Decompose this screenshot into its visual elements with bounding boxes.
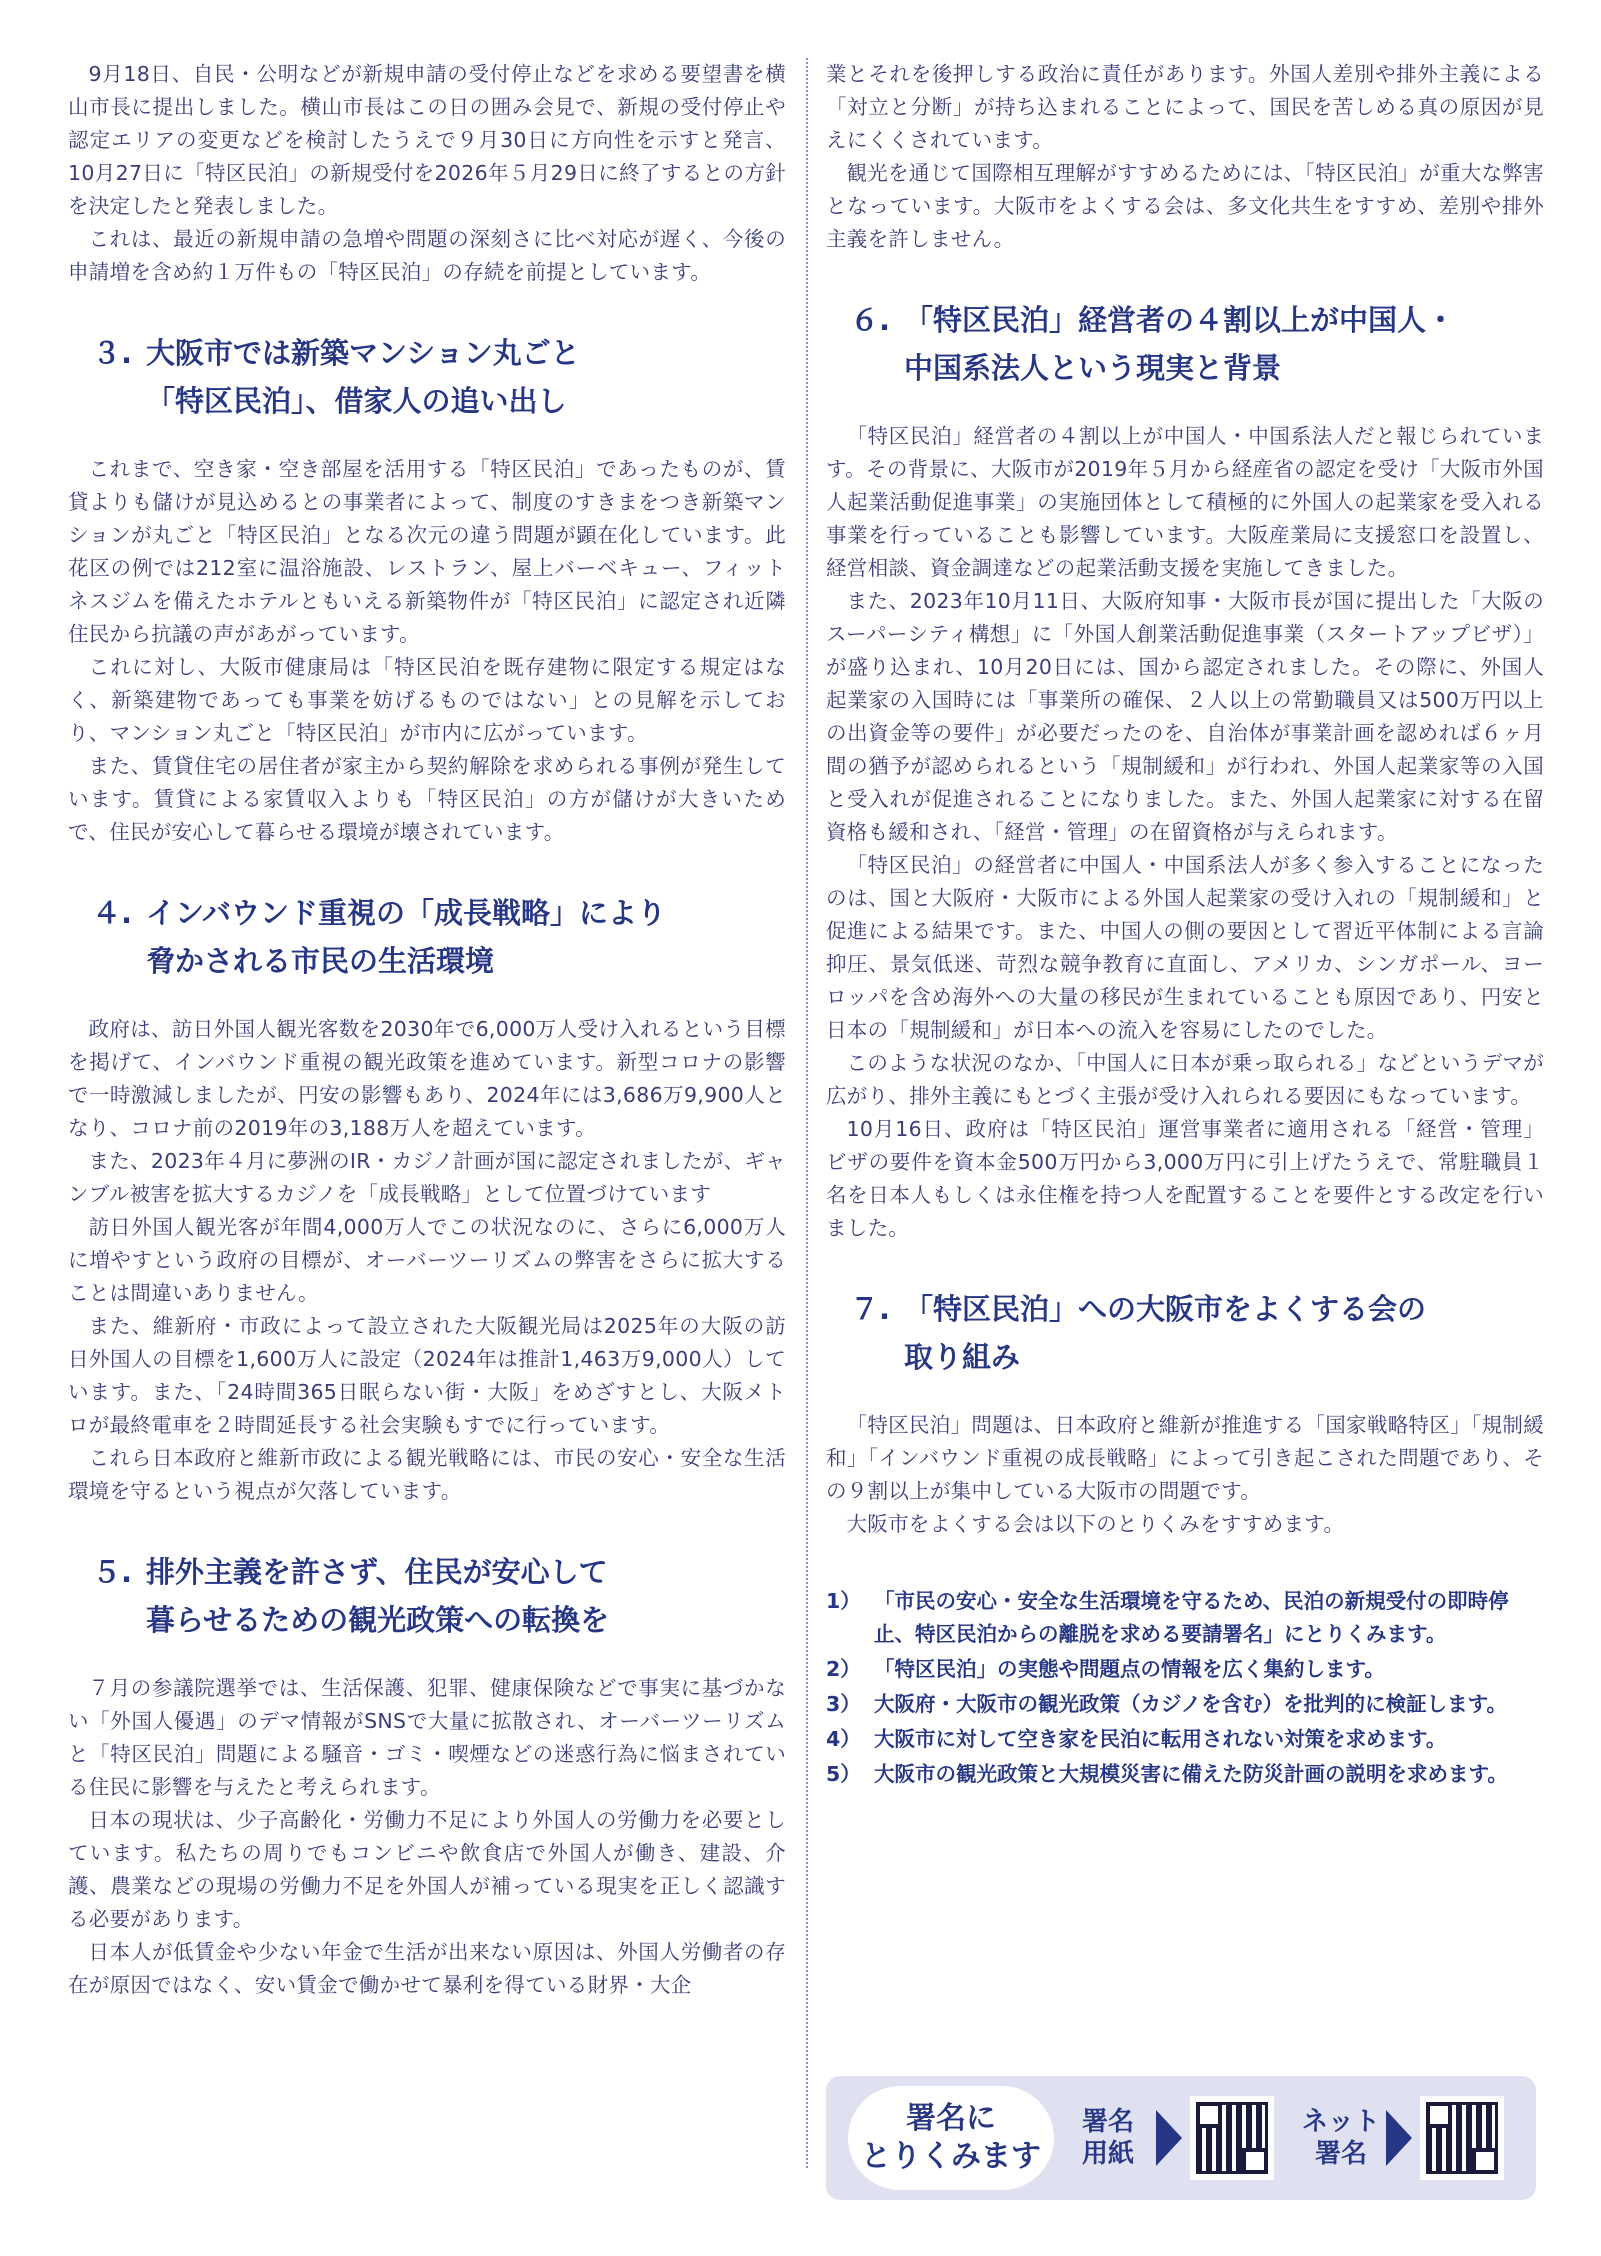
right-intro-p2: 観光を通じて国際相互理解がすすめるためには、「特区民泊」が重大な弊害となっています。大阪市をよくする会は、多文化共生をすすめ、差別や排外主義を許しません。 [826, 161, 1544, 251]
paper-signature-label-line2: 用紙 [1082, 2139, 1135, 2169]
action-list [826, 1585, 1544, 1791]
section-6-title-line2: 中国系法人という現実と背景 [904, 351, 1282, 385]
section-4-number: ４. [92, 896, 133, 930]
section-6-p4: このような状況のなか、「中国人に日本が乗っ取られる」などというデマが広がり、排外主義にもとづく主張が受け入れられる要因にもなっています。 [826, 1051, 1544, 1108]
arrow-right-icon [1156, 2110, 1182, 2166]
section-5-heading [68, 1548, 786, 1644]
section-7-title-line1: 「特区民泊」への大阪市をよくする会の [904, 1292, 1427, 1326]
section-5-title-line1: 排外主義を許さず、住民が安心して [146, 1555, 608, 1589]
action-number: 2） [826, 1657, 861, 1681]
section-3-p2: これに対し、大阪市健康局は「特区民泊を既存建物に限定する規定はなく、新築建物であっても事業を妨げるものではない」との見解を示しており、マンション丸ごと「特区民泊」が市内に広がっています。 [68, 655, 786, 745]
action-number: 3） [826, 1692, 861, 1716]
section-3-p3: また、賃貸住宅の居住者が家主から契約解除を求められる事例が発生しています。賃貸による家賃収入よりも「特区民泊」の方が儲けが大きいためで、住民が安心して暮らせる環境が壊されています。 [68, 754, 786, 844]
section-4-p2: また、2023年４月に夢洲のIR・カジノ計画が国に認定されましたが、ギャンブル被害を拡大するカジノを「成長戦略」として位置づけています [68, 1149, 786, 1206]
paper-signature-label-line1: 署名 [1082, 2107, 1135, 2137]
signature-bubble-line2: とりくみます [861, 2139, 1041, 2174]
section-3-p1: これまで、空き家・空き部屋を活用する「特区民泊」であったものが、賃貸よりも儲けが見込めるとの事業者によって、制度のすきまをつき新築マンションが丸ごと「特区民泊」となる次元の違う問題が顕在化しています。此花区の例では212室に温浴施設、レストラン、屋上バーベキュー、フィットネスジムを備えたホテルともいえる新築物件が「特区民泊」に認定され近隣住民から抗議の声があがっています。 [68, 457, 786, 646]
action-number: 1） [826, 1589, 861, 1613]
action-number: 4） [826, 1727, 861, 1751]
action-number: 5） [826, 1762, 861, 1786]
section-4-title-line1: インバウンド重視の「成長戦略」により [146, 896, 666, 930]
section-7-number: ７. [850, 1292, 891, 1326]
action-text: 「特区民泊」の実態や問題点の情報を広く集約します。 [874, 1657, 1385, 1681]
net-signature-label-line2: 署名 [1315, 2139, 1368, 2169]
section-5-p2: 日本の現状は、少子高齢化・労働力不足により外国人の労働力を必要としています。私たちの周りでもコンビニや飲食店で外国人が働き、建設、介護、農業などの現場の労働力不足を外国人が補っている現実を正しく認識する必要があります。 [68, 1808, 786, 1931]
action-item [826, 1585, 1544, 1651]
left-intro-p2: これは、最近の新規申請の急増や問題の深刻さに比べ対応が遅く、今後の申請増を含め約１万件もの「特区民泊」の存続を前提としています。 [68, 227, 786, 284]
section-3-heading [68, 329, 786, 425]
section-5-p1: ７月の参議院選挙では、生活保護、犯罪、健康保険などで事実に基づかない「外国人優遇」のデマ情報がSNSで大量に拡散され、オーバーツーリズムと「特区民泊」問題による騒音・ゴミ・喫煙などの迷惑行為に悩まされている住民に影響を与えたと考えられます。 [68, 1676, 786, 1799]
action-text: 大阪市の観光政策と大規模災害に備えた防災計画の説明を求めます。 [874, 1762, 1508, 1786]
section-6-heading [826, 296, 1544, 392]
section-6-p5: 10月16日、政府は「特区民泊」運営事業者に適用される「経営・管理」ビザの要件を資本金500万円から3,000万円に引上げたうえで、常駐職員１名を日本人もしくは永住権を持つ人を配置することを要件とする改定を行いました。 [826, 1117, 1544, 1240]
section-5-number: ５. [92, 1555, 133, 1589]
section-7-p1: 「特区民泊」問題は、日本政府と維新が推進する「国家戦略特区」「規制緩和」「インバウンド重視の成長戦略」によって引き起こされた問題であり、その９割以上が集中している大阪市の問題です。 [826, 1413, 1544, 1503]
signature-box [826, 2076, 1536, 2200]
action-item [826, 1688, 1544, 1721]
section-6-p2: また、2023年10月11日、大阪府知事・大阪市長が国に提出した「大阪のスーパーシティ構想」に「外国人創業活動促進事業（スタートアップビザ）」が盛り込まれ、10月20日には、国から認定されました。その際に、外国人起業家の入国時には「事業所の確保、２人以上の常勤職員又は500万円以上の出資金等の要件」が必要だったのを、自治体が事業計画を認めれば６ヶ月間の猶予が認められるという「規制緩和」が行われ、外国人起業家等の入国と受入れが促進されることになりました。また、外国人起業家に対する在留資格も緩和され、「経営・管理」の在留資格が与えられます。 [826, 589, 1544, 844]
action-item [826, 1653, 1544, 1686]
action-text: 大阪府・大阪市の観光政策（カジノを含む）を批判的に検証します。 [874, 1692, 1508, 1716]
section-5-p3: 日本人が低賃金や少ない年金で生活が出来ない原因は、外国人労働者の存在が原因ではなく、安い賃金で働かせて暴利を得ている財界・大企 [68, 1940, 786, 1997]
action-text: 大阪市に対して空き家を民泊に転用されない対策を求めます。 [874, 1727, 1447, 1751]
paper-signature-label [1082, 2106, 1134, 2170]
action-item [826, 1758, 1544, 1791]
section-3-number: ３. [92, 336, 133, 370]
section-7-title-line2: 取り組み [904, 1340, 1021, 1374]
section-5-title-line2: 暮らせるための観光政策への転換を [146, 1603, 610, 1637]
right-column [826, 58, 1544, 1793]
right-intro-p1: 業とそれを後押しする政治に責任があります。外国人差別や排外主義による「対立と分断」が持ち込まれることによって、国民を苦しめる真の原因が見えにくくされています。 [826, 62, 1544, 152]
section-4-p3: 訪日外国人観光客が年間4,000万人でこの状況なのに、さらに6,000万人に増やすという政府の目標が、オーバーツーリズムの弊害をさらに拡大することは間違いありません。 [68, 1215, 786, 1305]
signature-bubble [848, 2086, 1054, 2190]
net-signature-label-line1: ネット [1302, 2107, 1381, 2137]
qr-code-icon[interactable] [1420, 2096, 1504, 2180]
section-7-heading [826, 1285, 1544, 1381]
section-4-p4: また、維新府・市政によって設立された大阪観光局は2025年の大阪の訪日外国人の目標を1,600万人に設定（2024年は推計1,463万9,000人）しています。また、「24時間365日眠らない街・大阪」をめざすとし、大阪メトロが最終電車を２時間延長する社会実験もすでに行っています。 [68, 1314, 786, 1437]
action-item [826, 1723, 1544, 1756]
left-intro-p1: 9月18日、自民・公明などが新規申請の受付停止などを求める要望書を横山市長に提出しました。横山市長はこの日の囲み会見で、新規の受付停止や認定エリアの変更などを検討したうえで９月30日に方向性を示すと発言、10月27日に「特区民泊」の新規受付を2026年５月29日に終了するとの方針を決定したと発表しました。 [68, 62, 786, 218]
section-4-p5: これら日本政府と維新市政による観光戦略には、市民の安心・安全な生活環境を守るという視点が欠落しています。 [68, 1446, 786, 1503]
section-3-title-line1: 大阪市では新築マンション丸ごと [146, 336, 580, 370]
net-signature-label [1302, 2106, 1380, 2170]
section-4-title-line2: 脅かされる市民の生活環境 [146, 944, 495, 978]
qr-code-icon[interactable] [1190, 2096, 1274, 2180]
section-3-title-line2: 「特区民泊」、借家人の追い出し [146, 384, 567, 418]
column-divider [806, 58, 808, 2168]
section-6-number: ６. [850, 303, 891, 337]
action-text: 「市民の安心・安全な生活環境を守るため、民泊の新規受付の即時停止、特区民泊からの離脱を求める要請署名」にとりくみます。 [874, 1589, 1509, 1646]
signature-bubble-line1: 署名に [906, 2101, 996, 2136]
arrow-right-icon [1386, 2110, 1412, 2166]
left-column [68, 58, 786, 2002]
section-6-title-line1: 「特区民泊」経営者の４割以上が中国人・ [904, 303, 1456, 337]
section-4-heading [68, 889, 786, 985]
section-4-p1: 政府は、訪日外国人観光客数を2030年で6,000万人受け入れるという目標を掲げて、インバウンド重視の観光政策を進めています。新型コロナの影響で一時激減しましたが、円安の影響もあり、2024年には3,686万9,900人となり、コロナ前の2019年の3,188万人を超えています。 [68, 1017, 786, 1140]
section-7-p2: 大阪市をよくする会は以下のとりくみをすすめます。 [846, 1512, 1345, 1536]
section-6-p3: 「特区民泊」の経営者に中国人・中国系法人が多く参入することになったのは、国と大阪府・大阪市による外国人起業家の受け入れの「規制緩和」と促進による結果です。また、中国人の側の要因として習近平体制による言論抑圧、景気低迷、苛烈な競争教育に直面し、アメリカ、シンガポール、ヨーロッパを含め海外への大量の移民が生まれていることも原因であり、円安と日本の「規制緩和」が日本への流入を容易にしたのでした。 [826, 853, 1544, 1042]
section-6-p1: 「特区民泊」経営者の４割以上が中国人・中国系法人だと報じられています。その背景に、大阪市が2019年５月から経産省の認定を受け「大阪市外国人起業活動促進事業」の実施団体として積極的に外国人の起業家を受入れる事業を行っていることも影響しています。大阪産業局に支援窓口を設置し、経営相談、資金調達などの起業活動支援を実施してきました。 [826, 424, 1544, 580]
